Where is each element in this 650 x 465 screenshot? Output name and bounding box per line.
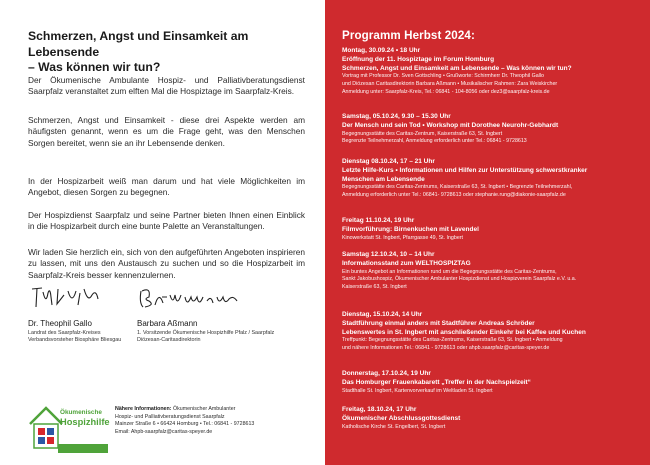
event-heading: Informationsstand zum WELTHOSPIZTAG bbox=[342, 259, 471, 267]
event-date: Samstag 12.10.24, 10 – 14 Uhr bbox=[342, 251, 435, 258]
logo-line-2: Hospizhilfe bbox=[60, 417, 110, 427]
event-text: Anmeldung erforderlich unter Tel.: 06841- 9728613 oder stephanie.rung@diakonie-saarpfalz.de bbox=[342, 192, 566, 199]
role-line: 1. Vorsitzende Ökumenische Hospizhilfe Pfalz / Saarpfalz bbox=[137, 330, 275, 336]
event-text: Kinowerkstatt St. Ingbert, Pfarrgasse 49, St. Ingbert bbox=[342, 234, 464, 241]
event-heading: Menschen am Lebensende bbox=[342, 175, 425, 183]
paragraph-hospice-work: In der Hospizarbeit weiß man darum und hat viele Möglichkeiten im Angebot, diesen Sorgen zu begegnen. bbox=[28, 176, 305, 198]
event-heading: Stadtführung einmal anders mit Stadtführer Andreas Schröder bbox=[342, 319, 535, 327]
event-date: Freitag 11.10.24, 19 Uhr bbox=[342, 217, 415, 224]
contact-info bbox=[115, 406, 315, 437]
logo-line-3: Pfalz/Saarpfalz bbox=[60, 430, 106, 437]
info-line: Mainzer Straße 6 • 66424 Homburg • Tel.: 06841 - 9728613 bbox=[115, 421, 255, 428]
paragraph-aspects: Schmerzen, Angst und Einsamkeit - diese drei Aspekte werden am häufigsten genannt, wenn es um die Frage geht, was den Menschen Sorgen bereitet, wenn sie an ihr Lebensende denken. bbox=[28, 115, 305, 148]
event-item bbox=[342, 158, 642, 200]
event-text: Anmeldung unter: Saarpfalz-Kreis, Tel.: 06841 - 104-8056 oder dez3@saarpfalz-kreis.de bbox=[342, 88, 550, 95]
event-item bbox=[342, 47, 642, 97]
event-heading: Das Homburger Frauenkabarett „Treffer in der Nachspielzeit“ bbox=[342, 378, 531, 386]
event-text: Vortrag mit Professor Dr. Sven Gottschling • Grußworte: Schirmherr Dr. Theophil Gallo bbox=[342, 73, 544, 80]
event-text: Ein buntes Angebot an Informationen rund um die Begegnungsstätte des Caritas-Zentrums, bbox=[342, 268, 557, 275]
event-heading: Eröffnung der 11. Hospiztage im Forum Homburg bbox=[342, 55, 495, 63]
info-line: Ökumenischer Ambulanter bbox=[173, 406, 236, 412]
title-line-1: Schmerzen, Angst und Einsamkeit am Lebensende bbox=[28, 29, 249, 59]
event-text: Sankt Jakobushospiz, Ökumenischer Ambulanter Hospizdienst und Hospizverein Saarpfalz e.V. u.a. bbox=[342, 276, 577, 283]
role-line: Verbandsvorsteher Biosphäre Bliesgau bbox=[28, 337, 122, 343]
event-item bbox=[342, 251, 642, 292]
event-text: Katholische Kirche St. Engelbert, St. Ingbert bbox=[342, 423, 446, 430]
event-item bbox=[342, 406, 642, 431]
logo-line-1: Ökumenische bbox=[60, 409, 102, 416]
title-line-2: – Was können wir tun? bbox=[28, 60, 161, 74]
logo-wordmark bbox=[60, 409, 110, 438]
event-text: und nähere Informationen Tel.: 06841 - 9728613 oder ahpb.saarpfalz@caritas-speyer.de bbox=[342, 345, 550, 352]
info-email: Email: Ahpb-saarpfalz@caritas-speyer.de bbox=[115, 429, 213, 436]
event-text: Kaiserstraße 63, St. Ingbert bbox=[342, 284, 407, 290]
event-item bbox=[342, 217, 642, 242]
program-panel bbox=[325, 0, 650, 465]
event-heading: Filmvorführung: Birnenkuchen mit Lavendel bbox=[342, 225, 479, 233]
role-line: Landrat des Saarpfalz-Kreises bbox=[28, 330, 101, 336]
paragraph-intro: Der Ökumenische Ambulante Hospiz- und Palliativberatungsdienst Saarpfalz veranstaltet zum elften Mal die Hospiztage im Saarpfalz-Kreis. bbox=[28, 75, 305, 97]
event-item bbox=[342, 311, 642, 353]
event-item bbox=[342, 370, 642, 395]
event-heading: Schmerzen, Angst und Einsamkeit am Lebensende – Was können wir tun? bbox=[342, 64, 572, 72]
event-date: Dienstag, 15.10.24, 14 Uhr bbox=[342, 311, 423, 318]
role-line: Diözesan-Caritasdirektorin bbox=[137, 337, 201, 343]
program-title: Programm Herbst 2024: bbox=[342, 29, 475, 42]
event-heading: Lebenswertes in St. Ingbert mit anschließender Einkehr bei Kaffee und Kuchen bbox=[342, 328, 586, 336]
event-text: Begegnungsstätte des Caritas-Zentrums, Kaiserstraße 63, St. Ingbert • Begrenzte Teilnehmerzahl, bbox=[342, 184, 573, 191]
event-date: Montag, 30.09.24 • 18 Uhr bbox=[342, 47, 421, 54]
event-date: Donnerstag, 17.10.24, 19 Uhr bbox=[342, 370, 431, 377]
event-item bbox=[342, 113, 642, 146]
event-heading: Der Mensch und sein Tod • Workshop mit Dorothee Neurohr-Gebhardt bbox=[342, 121, 559, 129]
signature-assmann bbox=[137, 283, 247, 313]
event-date: Samstag, 05.10.24, 9.30 – 15.30 Uhr bbox=[342, 113, 451, 120]
info-line: Hospiz- und Palliativberatungsdienst Saarpfalz bbox=[115, 413, 225, 420]
event-heading: Ökumenischer Abschlussgottesdienst bbox=[342, 414, 461, 422]
signatory-name-gallo: Dr. Theophil Gallo bbox=[28, 319, 92, 328]
signature-gallo bbox=[28, 283, 118, 313]
event-heading: Letzte Hilfe-Kurs • Informationen und Hilfen zur Unterstützung schwerstkranker bbox=[342, 166, 588, 174]
paragraph-invitation: Wir laden Sie herzlich ein, sich von den aufgeführten Angeboten inspirieren zu lassen, mit uns den Austausch zu suchen und so die Hospizarbeit im Saarpfalz-Kreis besser kennenzulernen. bbox=[28, 247, 305, 280]
event-date: Dienstag 08.10.24, 17 – 21 Uhr bbox=[342, 158, 435, 165]
event-text: Stadthalle St. Ingbert, Kartenvorverkauf im Weltladen St. Ingbert bbox=[342, 387, 493, 394]
info-label: Nähere Informationen: bbox=[115, 406, 172, 412]
signatory-name-assmann: Barbara Aßmann bbox=[137, 319, 198, 328]
event-date: Freitag, 18.10.24, 17 Uhr bbox=[342, 406, 417, 413]
signatory-role-gallo bbox=[28, 330, 121, 344]
event-text: Begegnungsstätte des Caritas-Zentrum, Kaiserstraße 63, St. Ingbert bbox=[342, 130, 503, 137]
signatory-role-assmann bbox=[137, 330, 274, 344]
event-text: Begrenzte Teilnehmerzahl, Anmeldung erforderlich unter Tel.: 06841 - 9728613 bbox=[342, 138, 527, 145]
event-text: und Diözesan Caritasdirektorin Barbara Aßmann • Musikalischer Rahmen: Zara Weiskircher bbox=[342, 81, 558, 88]
event-text: Treffpunkt: Begegnungsstätte des Caritas-Zentrums, Kaiserstraße 63, St. Ingbert • Anmeldung bbox=[342, 337, 563, 344]
page-title bbox=[28, 29, 308, 76]
paragraph-partners: Der Hospizdienst Saarpfalz und seine Partner bieten Ihnen einen Einblick in die Hospizarbeit durch eine bunte Palette an Veranstaltungen. bbox=[28, 210, 305, 232]
